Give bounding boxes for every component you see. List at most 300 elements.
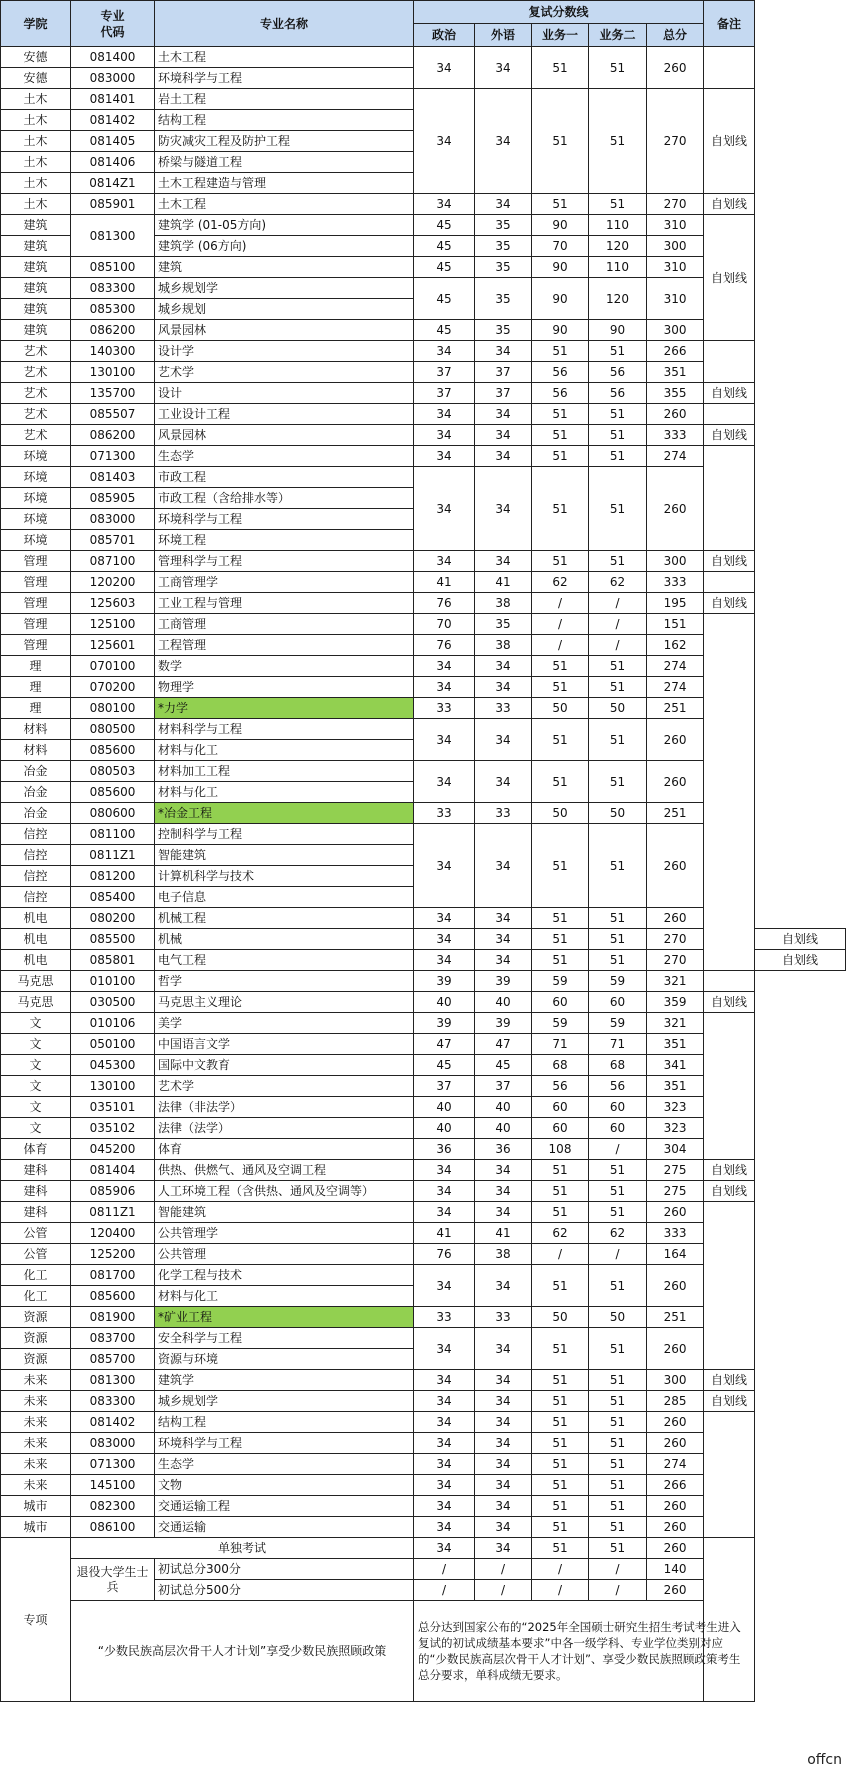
college-cell: 环境 [1, 530, 71, 551]
politics-score-cell: 34 [414, 425, 475, 446]
subject1-score-cell: 60 [532, 1097, 589, 1118]
total-score-cell: 260 [647, 467, 704, 551]
code-cell: 081700 [71, 1265, 155, 1286]
total-score-cell: 266 [647, 341, 704, 362]
major-name-cell: 机械 [155, 929, 414, 950]
major-name-cell: 市政工程（含给排水等） [155, 488, 414, 509]
foreign-score-cell: 40 [475, 1097, 532, 1118]
subject1-score-cell: 51 [532, 719, 589, 761]
politics-score-cell: 37 [414, 1076, 475, 1097]
foreign-score-cell: 34 [475, 1433, 532, 1454]
major-name-cell: 人工环境工程（含供热、通风及空调等） [155, 1181, 414, 1202]
code-cell: 130100 [71, 362, 155, 383]
subject2-score-cell: 71 [589, 1034, 647, 1055]
total-score-cell: 260 [647, 824, 704, 908]
subject2-score-cell: 51 [589, 1517, 647, 1538]
college-cell: 冶金 [1, 761, 71, 782]
major-name-cell: 材料与化工 [155, 782, 414, 803]
college-cell: 信控 [1, 845, 71, 866]
major-name-cell: 材料科学与工程 [155, 719, 414, 740]
remark-cell: 自划线 [704, 593, 755, 614]
code-cell: 081401 [71, 89, 155, 110]
subject2-score-cell: 56 [589, 1076, 647, 1097]
code-cell: 085801 [71, 950, 155, 971]
college-cell: 信控 [1, 866, 71, 887]
total-score-cell: 341 [647, 1055, 704, 1076]
major-name-cell: 设计学 [155, 341, 414, 362]
total-score-cell: 323 [647, 1097, 704, 1118]
subject2-score-cell: 51 [589, 677, 647, 698]
foreign-score-cell: / [475, 1580, 532, 1601]
remark-cell: 自划线 [704, 1160, 755, 1181]
total-score-cell: 300 [647, 1370, 704, 1391]
code-cell: 083300 [71, 278, 155, 299]
total-score-cell: 260 [647, 404, 704, 425]
remark-cell: 自划线 [704, 1391, 755, 1412]
total-score-cell: 275 [647, 1160, 704, 1181]
major-name-cell: 结构工程 [155, 110, 414, 131]
major-name-cell: 法律（法学） [155, 1118, 414, 1139]
foreign-score-cell: 34 [475, 1328, 532, 1370]
code-cell: 081402 [71, 1412, 155, 1433]
code-cell: 085906 [71, 1181, 155, 1202]
foreign-score-cell: 34 [475, 761, 532, 803]
code-cell: 070200 [71, 677, 155, 698]
code-cell: 080200 [71, 908, 155, 929]
politics-score-cell: 34 [414, 1475, 475, 1496]
subject2-score-cell: / [589, 1139, 647, 1160]
subject2-score-cell: 110 [589, 257, 647, 278]
total-score-cell: 351 [647, 362, 704, 383]
code-cell: 071300 [71, 1454, 155, 1475]
politics-score-cell: 34 [414, 656, 475, 677]
politics-score-cell: 34 [414, 824, 475, 908]
major-name-cell: 文物 [155, 1475, 414, 1496]
major-name-cell: 哲学 [155, 971, 414, 992]
major-name-cell: *力学 [155, 698, 414, 719]
subject1-score-cell: 51 [532, 1370, 589, 1391]
politics-score-cell: 34 [414, 1496, 475, 1517]
total-score-cell: 151 [647, 614, 704, 635]
subject2-score-cell: 51 [589, 1475, 647, 1496]
major-name-cell: 智能建筑 [155, 845, 414, 866]
politics-score-cell: 76 [414, 635, 475, 656]
foreign-score-cell: 34 [475, 47, 532, 89]
foreign-score-cell: 34 [475, 446, 532, 467]
remark-cell [704, 47, 755, 89]
table-row [1, 593, 846, 614]
subject2-score-cell: 51 [589, 89, 647, 194]
foreign-score-cell: 34 [475, 1202, 532, 1223]
major-name-cell: 材料与化工 [155, 1286, 414, 1307]
major-name-cell: 公共管理学 [155, 1223, 414, 1244]
foreign-score-cell: 34 [475, 1412, 532, 1433]
politics-score-cell: 34 [414, 719, 475, 761]
major-name-cell: 工程管理 [155, 635, 414, 656]
college-cell: 管理 [1, 551, 71, 572]
foreign-score-cell: 37 [475, 362, 532, 383]
college-cell: 资源 [1, 1328, 71, 1349]
header-name: 专业名称 [155, 1, 414, 47]
politics-score-cell: 41 [414, 572, 475, 593]
subject2-score-cell: 56 [589, 383, 647, 404]
foreign-score-cell: 34 [475, 929, 532, 950]
major-name-cell: 中国语言文学 [155, 1034, 414, 1055]
major-name-cell: 体育 [155, 1139, 414, 1160]
code-cell: 125200 [71, 1244, 155, 1265]
politics-score-cell: 34 [414, 551, 475, 572]
college-cell: 信控 [1, 887, 71, 908]
subject2-score-cell: 60 [589, 992, 647, 1013]
college-cell: 安德 [1, 68, 71, 89]
subject1-score-cell: 51 [532, 677, 589, 698]
code-cell: 085600 [71, 740, 155, 761]
code-cell: 0811Z1 [71, 845, 155, 866]
politics-score-cell: 34 [414, 1517, 475, 1538]
politics-score-cell: 34 [414, 1433, 475, 1454]
total-score-cell: 285 [647, 1391, 704, 1412]
foreign-score-cell: 40 [475, 1118, 532, 1139]
total-score-cell: 260 [647, 1412, 704, 1433]
subject2-score-cell: / [589, 1244, 647, 1265]
table-row [1, 1160, 846, 1181]
major-name-cell: 防灾减灾工程及防护工程 [155, 131, 414, 152]
subject1-score-cell: 51 [532, 341, 589, 362]
subject2-score-cell: 120 [589, 236, 647, 257]
table-row [1, 1202, 846, 1223]
subject2-score-cell: 51 [589, 1265, 647, 1307]
code-cell: 085300 [71, 299, 155, 320]
foreign-score-cell: 34 [475, 194, 532, 215]
politics-score-cell: 34 [414, 908, 475, 929]
major-name-cell: 化学工程与技术 [155, 1265, 414, 1286]
major-name-cell: 风景园林 [155, 320, 414, 341]
subject2-score-cell: 51 [589, 761, 647, 803]
subject1-score-cell: 51 [532, 446, 589, 467]
subject2-score-cell: 51 [589, 341, 647, 362]
total-score-cell: 251 [647, 1307, 704, 1328]
code-cell: 010100 [71, 971, 155, 992]
college-cell: 艺术 [1, 383, 71, 404]
total-score-cell: 270 [647, 950, 704, 971]
major-name-cell: 城乡规划 [155, 299, 414, 320]
subject1-score-cell: 59 [532, 971, 589, 992]
subject2-score-cell: 51 [589, 1202, 647, 1223]
code-cell: 130100 [71, 1076, 155, 1097]
subject2-score-cell: 56 [589, 362, 647, 383]
foreign-score-cell: 41 [475, 572, 532, 593]
subject2-score-cell: 51 [589, 404, 647, 425]
foreign-score-cell: 34 [475, 1391, 532, 1412]
total-score-cell: 270 [647, 929, 704, 950]
major-name-cell: 智能建筑 [155, 1202, 414, 1223]
code-cell: 035102 [71, 1118, 155, 1139]
major-name-cell: 土木工程 [155, 47, 414, 68]
total-score-cell: 251 [647, 698, 704, 719]
veteran-300-label: 初试总分300分 [155, 1559, 414, 1580]
subject2-score-cell: 60 [589, 1097, 647, 1118]
subject1-score-cell: 68 [532, 1055, 589, 1076]
subject2-score-cell: / [589, 1580, 647, 1601]
table-row [1, 614, 846, 635]
foreign-score-cell: 38 [475, 635, 532, 656]
foreign-score-cell: 33 [475, 1307, 532, 1328]
politics-score-cell: 34 [414, 1370, 475, 1391]
major-name-cell: 结构工程 [155, 1412, 414, 1433]
subject2-score-cell: 51 [589, 194, 647, 215]
foreign-score-cell: 35 [475, 278, 532, 320]
total-score-cell: 260 [647, 1517, 704, 1538]
college-cell: 冶金 [1, 803, 71, 824]
remark-cell [704, 341, 755, 383]
college-cell: 理 [1, 677, 71, 698]
subject1-score-cell: 51 [532, 467, 589, 551]
major-name-cell: 岩土工程 [155, 89, 414, 110]
code-cell: 085901 [71, 194, 155, 215]
total-score-cell: 274 [647, 1454, 704, 1475]
major-name-cell: *冶金工程 [155, 803, 414, 824]
major-name-cell: 公共管理 [155, 1244, 414, 1265]
foreign-score-cell: 34 [475, 1538, 532, 1559]
politics-score-cell: 39 [414, 1013, 475, 1034]
remark-cell: 自划线 [704, 215, 755, 341]
major-name-cell: 电气工程 [155, 950, 414, 971]
code-cell: 085400 [71, 887, 155, 908]
subject2-score-cell: / [589, 593, 647, 614]
politics-score-cell: / [414, 1559, 475, 1580]
total-score-cell: 270 [647, 194, 704, 215]
code-cell: 085600 [71, 782, 155, 803]
college-cell: 理 [1, 656, 71, 677]
subject2-score-cell: 51 [589, 1433, 647, 1454]
foreign-score-cell: 34 [475, 551, 532, 572]
table-row [1, 194, 846, 215]
subject1-score-cell: 50 [532, 803, 589, 824]
foreign-score-cell: 34 [475, 950, 532, 971]
college-cell: 管理 [1, 593, 71, 614]
code-cell: 083000 [71, 1433, 155, 1454]
foreign-score-cell: 34 [475, 467, 532, 551]
politics-score-cell: 34 [414, 89, 475, 194]
remark-cell: 自划线 [704, 383, 755, 404]
remark-cell [704, 1013, 755, 1160]
remark-cell: 自划线 [704, 425, 755, 446]
subject1-score-cell: 51 [532, 761, 589, 803]
college-cell: 未来 [1, 1370, 71, 1391]
total-score-cell: 304 [647, 1139, 704, 1160]
foreign-score-cell: 35 [475, 215, 532, 236]
subject1-score-cell: 90 [532, 320, 589, 341]
remark-cell: 自划线 [755, 929, 846, 950]
college-cell: 环境 [1, 467, 71, 488]
code-cell: 081900 [71, 1307, 155, 1328]
college-cell: 土木 [1, 152, 71, 173]
major-name-cell: 建筑学 [155, 1370, 414, 1391]
college-cell: 建科 [1, 1202, 71, 1223]
subject1-score-cell: 51 [532, 1391, 589, 1412]
code-cell: 085905 [71, 488, 155, 509]
table-row [1, 971, 846, 992]
subject2-score-cell: 51 [589, 425, 647, 446]
major-name-cell: 环境工程 [155, 530, 414, 551]
table-row [1, 215, 846, 236]
subject2-score-cell: 59 [589, 1013, 647, 1034]
politics-score-cell: 45 [414, 320, 475, 341]
subject2-score-cell: 60 [589, 1118, 647, 1139]
total-score-cell: 310 [647, 215, 704, 236]
header-subject2: 业务二 [589, 24, 647, 47]
total-score-cell: 351 [647, 1076, 704, 1097]
subject2-score-cell: 50 [589, 1307, 647, 1328]
college-cell: 建科 [1, 1160, 71, 1181]
politics-score-cell: 34 [414, 47, 475, 89]
remark-cell: 自划线 [704, 1181, 755, 1202]
remark-cell: 自划线 [755, 950, 846, 971]
code-cell: 140300 [71, 341, 155, 362]
college-cell: 环境 [1, 509, 71, 530]
total-score-cell: 310 [647, 278, 704, 320]
college-cell: 安德 [1, 47, 71, 68]
politics-score-cell: 41 [414, 1223, 475, 1244]
subject1-score-cell: / [532, 614, 589, 635]
subject1-score-cell: 51 [532, 656, 589, 677]
code-cell: 080503 [71, 761, 155, 782]
foreign-score-cell: 34 [475, 1475, 532, 1496]
code-cell: 081100 [71, 824, 155, 845]
politics-score-cell: 40 [414, 1097, 475, 1118]
politics-score-cell: 34 [414, 1538, 475, 1559]
code-cell: 081403 [71, 467, 155, 488]
table-row [1, 341, 846, 362]
foreign-score-cell: 34 [475, 1265, 532, 1307]
politics-score-cell: 34 [414, 404, 475, 425]
major-name-cell: 材料加工工程 [155, 761, 414, 782]
subject1-score-cell: 51 [532, 425, 589, 446]
foreign-score-cell: 34 [475, 1370, 532, 1391]
subject2-score-cell: 51 [589, 719, 647, 761]
subject1-score-cell: 108 [532, 1139, 589, 1160]
total-score-cell: 321 [647, 1013, 704, 1034]
total-score-cell: 266 [647, 1475, 704, 1496]
foreign-score-cell: 45 [475, 1055, 532, 1076]
subject1-score-cell: 51 [532, 824, 589, 908]
subject1-score-cell: 56 [532, 362, 589, 383]
subject2-score-cell: 51 [589, 1160, 647, 1181]
total-score-cell: 333 [647, 572, 704, 593]
total-score-cell: 260 [647, 908, 704, 929]
remark-cell [704, 614, 755, 971]
header-college: 学院 [1, 1, 71, 47]
subject2-score-cell: 51 [589, 908, 647, 929]
foreign-score-cell: 35 [475, 320, 532, 341]
subject1-score-cell: 51 [532, 929, 589, 950]
politics-score-cell: 45 [414, 278, 475, 320]
remark-cell: 自划线 [704, 551, 755, 572]
subject1-score-cell: 90 [532, 257, 589, 278]
major-name-cell: 城乡规划学 [155, 278, 414, 299]
code-cell: 085701 [71, 530, 155, 551]
total-score-cell: 140 [647, 1559, 704, 1580]
politics-score-cell: 34 [414, 341, 475, 362]
college-cell: 艺术 [1, 341, 71, 362]
table-row [1, 89, 846, 110]
college-cell: 公管 [1, 1244, 71, 1265]
politics-score-cell: 37 [414, 362, 475, 383]
table-row [1, 47, 846, 68]
major-name-cell: 物理学 [155, 677, 414, 698]
subject1-score-cell: 51 [532, 89, 589, 194]
politics-score-cell: 34 [414, 467, 475, 551]
subject1-score-cell: 60 [532, 1118, 589, 1139]
remark-cell [704, 404, 755, 425]
foreign-score-cell: 34 [475, 656, 532, 677]
foreign-score-cell: 34 [475, 341, 532, 362]
code-cell: 125100 [71, 614, 155, 635]
special-exam-label: 单独考试 [71, 1538, 414, 1559]
subject1-score-cell: 51 [532, 1202, 589, 1223]
politics-score-cell: 70 [414, 614, 475, 635]
politics-score-cell: 39 [414, 971, 475, 992]
college-cell: 建筑 [1, 278, 71, 299]
foreign-score-cell: 35 [475, 257, 532, 278]
total-score-cell: 333 [647, 1223, 704, 1244]
total-score-cell: 270 [647, 89, 704, 194]
college-cell: 艺术 [1, 362, 71, 383]
header-foreign: 外语 [475, 24, 532, 47]
remark-cell: 自划线 [704, 194, 755, 215]
subject1-score-cell: / [532, 1244, 589, 1265]
subject1-score-cell: / [532, 593, 589, 614]
subject2-score-cell: 62 [589, 572, 647, 593]
code-cell: 086100 [71, 1517, 155, 1538]
subject2-score-cell: 50 [589, 698, 647, 719]
subject1-score-cell: / [532, 1559, 589, 1580]
code-cell: 081300 [71, 215, 155, 257]
major-name-cell: 工业设计工程 [155, 404, 414, 425]
college-cell: 信控 [1, 824, 71, 845]
total-score-cell: 260 [647, 47, 704, 89]
foreign-score-cell: 34 [475, 1517, 532, 1538]
table-row [1, 572, 846, 593]
subject2-score-cell: 51 [589, 47, 647, 89]
code-cell: 035101 [71, 1097, 155, 1118]
college-cell: 文 [1, 1118, 71, 1139]
college-cell: 建筑 [1, 215, 71, 236]
major-name-cell: 土木工程 [155, 194, 414, 215]
major-name-cell: 控制科学与工程 [155, 824, 414, 845]
foreign-score-cell: / [475, 1559, 532, 1580]
code-cell: 0814Z1 [71, 173, 155, 194]
remark-cell: 自划线 [704, 89, 755, 194]
politics-score-cell: 47 [414, 1034, 475, 1055]
college-cell: 资源 [1, 1349, 71, 1370]
foreign-score-cell: 33 [475, 803, 532, 824]
foreign-score-cell: 40 [475, 992, 532, 1013]
politics-score-cell: / [414, 1580, 475, 1601]
politics-score-cell: 45 [414, 215, 475, 236]
foreign-score-cell: 34 [475, 908, 532, 929]
code-cell: 085500 [71, 929, 155, 950]
total-score-cell: 251 [647, 803, 704, 824]
subject1-score-cell: 51 [532, 1328, 589, 1370]
major-name-cell: 环境科学与工程 [155, 68, 414, 89]
politics-score-cell: 34 [414, 446, 475, 467]
remark-cell: 自划线 [704, 1370, 755, 1391]
subject1-score-cell: 50 [532, 1307, 589, 1328]
subject2-score-cell: / [589, 1559, 647, 1580]
subject2-score-cell: 51 [589, 656, 647, 677]
college-cell: 材料 [1, 719, 71, 740]
